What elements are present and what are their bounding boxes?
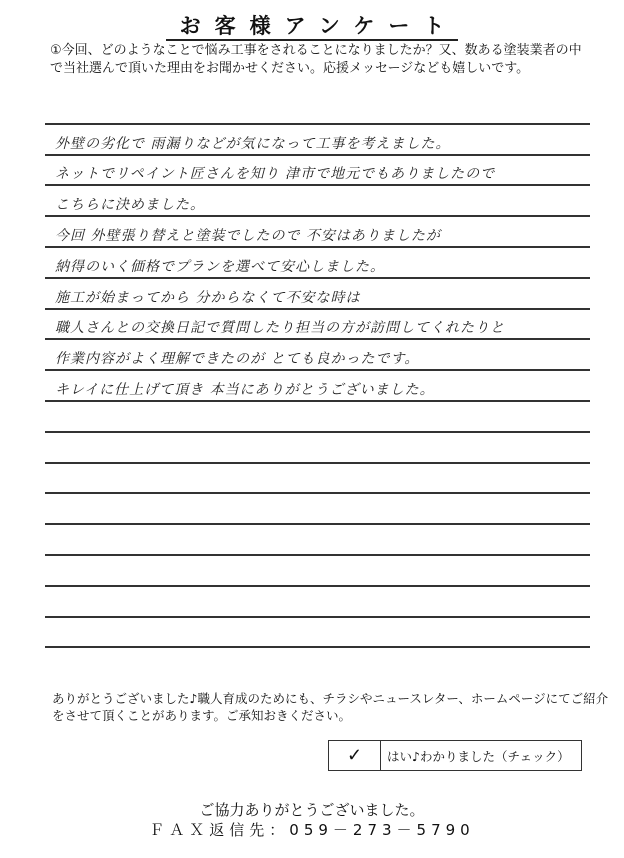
answer-line [45, 310, 590, 341]
answer-line [45, 94, 590, 125]
answer-line [45, 587, 590, 618]
answer-line [45, 433, 590, 464]
answer-area [45, 94, 590, 648]
answer-line [45, 371, 590, 402]
answer-line [45, 340, 590, 371]
handwritten-text: ネットでリペイント匠さんを知り 津市で地元でもありましたので [55, 166, 496, 183]
consent-label: はい♪わかりました（チェック） [387, 748, 570, 764]
footer [0, 800, 624, 840]
notice-text: ありがとうございました♪職人育成のためにも、チラシやニュースレター、ホームページにてご紹介をさせて頂くことがあります。ご承知おきください。 [52, 691, 609, 723]
check-mark[interactable]: ✓ [329, 741, 381, 770]
handwritten-text: 納得のいく価格でプランを選べて安心しました。 [55, 258, 385, 275]
handwritten-text: 職人さんとの交換日記で質問したり担当の方が訪問してくれたりと [55, 320, 505, 337]
answer-line [45, 125, 590, 156]
answer-line [45, 464, 590, 495]
answer-line [45, 525, 590, 556]
handwritten-text: 施工が始まってから 分からなくて不安な時は [55, 289, 361, 306]
answer-line [45, 186, 590, 217]
question-text: ①今回、どのようなことで悩み工事をされることになりましたか？又、数ある塗装業者の中で当社選んで頂いた理由をお聞かせください。応援メッセージなども嬉しいです。 [50, 43, 582, 76]
handwritten-text: キレイに仕上げて頂き 本当にありがとうございました。 [55, 381, 435, 398]
handwritten-text: 作業内容がよく理解できたのが とても良かったです。 [55, 351, 420, 368]
answer-line [45, 248, 590, 279]
answer-line [45, 494, 590, 525]
consent-checkbox[interactable] [328, 740, 582, 771]
handwritten-text: 外壁の劣化で 雨漏りなどが気になって工事を考えました。 [55, 135, 451, 152]
answer-line [45, 279, 590, 310]
fax-number: ＦＡＸ返信先：059－273－5790 [149, 821, 475, 839]
thanks-text: ご協力ありがとうございました。 [199, 801, 425, 819]
answer-line [45, 156, 590, 187]
handwritten-text: 今回 外壁張り替えと塗装でしたので 不安はありましたが [55, 227, 441, 244]
answer-line [45, 556, 590, 587]
survey-title: お客様アンケート [0, 10, 624, 40]
answer-line [45, 217, 590, 248]
answer-line [45, 402, 590, 433]
answer-line [45, 618, 590, 649]
handwritten-text: こちらに決めました。 [55, 197, 205, 214]
